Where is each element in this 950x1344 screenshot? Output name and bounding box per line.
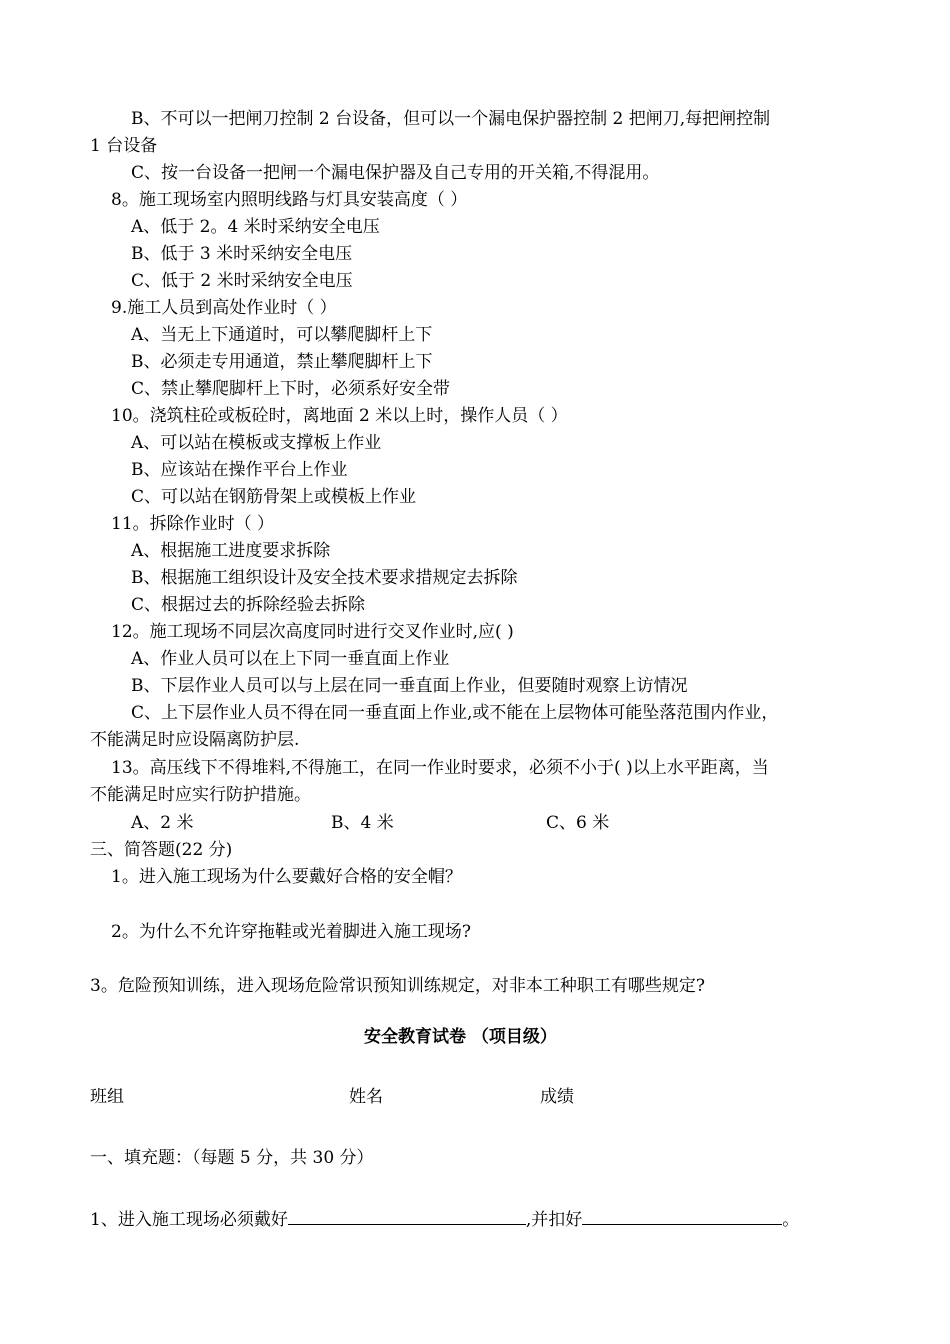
q8-option-a: A、低于 2。4 米时采纳安全电压 bbox=[131, 217, 380, 237]
field-label-name: 姓名 bbox=[349, 1087, 383, 1107]
q10-option-a: A、可以站在模板或支撑板上作业 bbox=[131, 433, 382, 453]
q7-option-c: C、按一台设备一把闸一个漏电保护器及自己专用的开关箱,不得混用。 bbox=[131, 163, 660, 183]
fill1-mid: ,并扣好 bbox=[525, 1210, 583, 1230]
q11-option-a: A、根据施工进度要求拆除 bbox=[131, 541, 331, 561]
section-3-heading: 三、简答题(22 分) bbox=[90, 840, 233, 860]
q11-option-b: B、根据施工组织设计及安全技术要求措规定去拆除 bbox=[131, 568, 518, 588]
q13-stem-line1: 13。高压线下不得堆料,不得施工，在同一作业时要求，必须不小于( )以上水平距离，当 bbox=[111, 758, 769, 778]
section-1-heading: 一、填充题：（每题 5 分，共 30 分） bbox=[90, 1148, 374, 1168]
q8-option-c: C、低于 2 米时采纳安全电压 bbox=[131, 271, 353, 291]
q12-option-a: A、作业人员可以在上下同一垂直面上作业 bbox=[131, 649, 450, 669]
q9-stem: 9.施工人员到高处作业时（ ） bbox=[111, 298, 337, 318]
fill1-prefix: 1、进入施工现场必须戴好 bbox=[90, 1210, 288, 1230]
q10-stem: 10。浇筑柱砼或板砼时，离地面 2 米以上时，操作人员（ ） bbox=[111, 406, 568, 426]
q9-option-c: C、禁止攀爬脚杆上下时，必须系好安全带 bbox=[131, 379, 451, 399]
q12-option-c-line1: C、上下层作业人员不得在同一垂直面上作业,或不能在上层物体可能坠落范围内作业， bbox=[131, 703, 779, 723]
q13-stem-line2: 不能满足时应实行防护措施。 bbox=[90, 785, 311, 805]
q10-option-c: C、可以站在钢筋骨架上或模板上作业 bbox=[131, 487, 417, 507]
field-label-group: 班组 bbox=[90, 1087, 124, 1107]
short-answer-q3: 3。危险预知训练，进入现场危险常识预知训练规定，对非本工种职工有哪些规定? bbox=[90, 976, 705, 996]
q13-option-c: C、6 米 bbox=[546, 813, 610, 833]
q11-stem: 11。拆除作业时（ ） bbox=[111, 514, 275, 534]
q12-option-b: B、下层作业人员可以与上层在同一垂直面上作业，但要随时观察上访情况 bbox=[131, 676, 688, 696]
fill1-blank-2[interactable] bbox=[582, 1206, 782, 1225]
fill-question-1 bbox=[90, 1206, 799, 1232]
fill1-blank-1[interactable] bbox=[288, 1206, 526, 1225]
exam-title: 安全教育试卷 （项目级） bbox=[364, 1027, 557, 1047]
fill1-end: 。 bbox=[782, 1210, 800, 1230]
q8-option-b: B、低于 3 米时采纳安全电压 bbox=[131, 244, 353, 264]
short-answer-q2: 2。为什么不允许穿拖鞋或光着脚进入施工现场? bbox=[111, 922, 471, 942]
q12-option-c-line2: 不能满足时应设隔离防护层. bbox=[90, 730, 300, 750]
q12-stem: 12。施工现场不同层次高度同时进行交叉作业时,应( ) bbox=[111, 622, 514, 642]
q8-stem: 8。施工现场室内照明线路与灯具安装高度（ ） bbox=[111, 190, 468, 210]
q7-option-b-line1: B、不可以一把闸刀控制 2 台设备，但可以一个漏电保护器控制 2 把闸刀,每把闸控制 bbox=[131, 109, 771, 129]
q9-option-b: B、必须走专用通道，禁止攀爬脚杆上下 bbox=[131, 352, 433, 372]
q7-option-b-line2: 1 台设备 bbox=[90, 136, 158, 156]
q13-option-b: B、4 米 bbox=[331, 813, 394, 833]
q11-option-c: C、根据过去的拆除经验去拆除 bbox=[131, 595, 366, 615]
q13-option-a: A、2 米 bbox=[131, 813, 194, 833]
field-label-score: 成绩 bbox=[540, 1087, 574, 1107]
short-answer-q1: 1。进入施工现场为什么要戴好合格的安全帽？ bbox=[111, 867, 462, 887]
q9-option-a: A、当无上下通道时，可以攀爬脚杆上下 bbox=[131, 325, 433, 345]
q10-option-b: B、应该站在操作平台上作业 bbox=[131, 460, 348, 480]
